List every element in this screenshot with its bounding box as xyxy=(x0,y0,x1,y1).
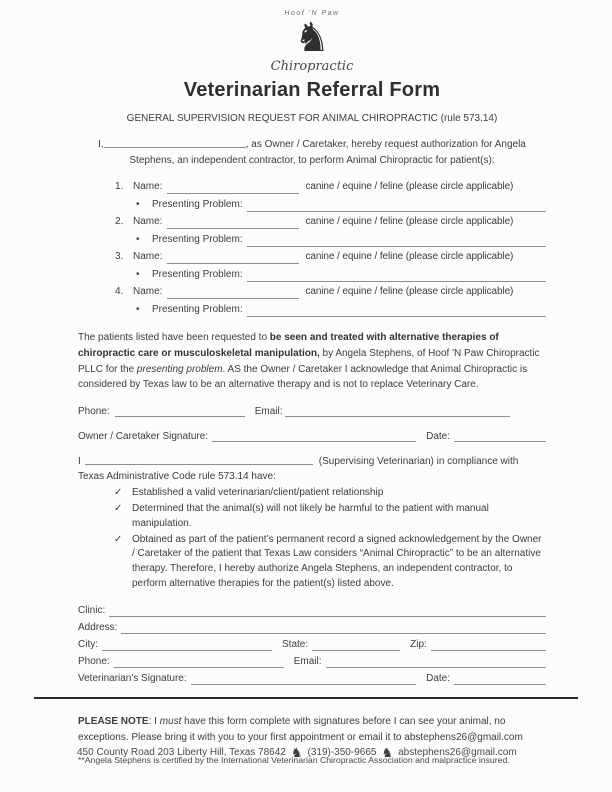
owner-phone-row xyxy=(78,404,510,417)
name-label: Name: xyxy=(133,181,163,192)
problem-label: Presenting Problem: xyxy=(152,234,243,245)
horse-head-icon: ♞ xyxy=(290,744,303,760)
intro-post: , as Owner / Caretaker, hereby request authorization for Angela xyxy=(245,139,526,150)
name-blank xyxy=(167,251,299,264)
ack-text: . AS the Owner / Caretaker I acknowledge that Animal Chiropractic is considered by Texas law to be an alternative therapy and is not to replace Veterinary Care. xyxy=(78,363,528,391)
problem-blank xyxy=(247,304,546,317)
ack-text: by Angela Stephens, of Hoof 'N Paw Chiropractic PLLC for the xyxy=(78,347,540,375)
patient-1-name-row xyxy=(115,180,546,194)
checklist-item-text: Established a valid veterinarian/client/patient relationship xyxy=(132,487,384,499)
intro-statement xyxy=(78,137,546,169)
horse-head-icon: ♞ xyxy=(381,744,394,760)
horse-head-icon: ♞ xyxy=(294,16,330,60)
city-label: City: xyxy=(78,638,98,650)
clinic-label: Clinic: xyxy=(78,604,106,616)
patient-4-problem-row xyxy=(134,303,546,317)
clinic-fields xyxy=(78,604,546,685)
zip-label: Zip: xyxy=(410,638,427,650)
problem-label: Presenting Problem: xyxy=(152,269,243,280)
patient-2-problem-row xyxy=(134,233,546,247)
species-options: canine / equine / feline (please circle applicable) xyxy=(305,181,514,192)
patient-3-problem-row xyxy=(134,268,546,282)
patient-2-name-row xyxy=(115,215,546,229)
acknowledgement-paragraph xyxy=(78,330,546,393)
address-row xyxy=(78,621,546,634)
vet-phone-email-row xyxy=(78,655,546,668)
name-label: Name: xyxy=(133,216,163,227)
footer-address: 450 County Road 203 Liberty Hill, Texas 78642 xyxy=(77,747,286,758)
vet-signature-label: Veterinarian's Signature: xyxy=(78,672,187,684)
patient-number: 3. xyxy=(115,251,124,262)
patient-4-name-row xyxy=(115,285,546,299)
zip-blank xyxy=(431,638,546,651)
please-note-paragraph xyxy=(78,714,546,746)
bullet-icon: • xyxy=(136,304,140,315)
owner-email-blank xyxy=(285,404,511,417)
checklist-item xyxy=(114,486,546,501)
note-text: : I xyxy=(148,715,160,727)
phone-label: Phone: xyxy=(78,406,110,418)
city-blank xyxy=(102,638,272,651)
clinic-row xyxy=(78,604,546,617)
problem-label: Presenting Problem: xyxy=(152,304,243,315)
form-subtitle: GENERAL SUPERVISION REQUEST FOR ANIMAL CHIROPRACTIC (rule 573.14) xyxy=(126,113,498,124)
patient-number: 4. xyxy=(115,286,124,297)
section-divider xyxy=(34,697,578,699)
checkmark-icon: ✓ xyxy=(114,487,123,499)
patient-3-name-row xyxy=(115,250,546,264)
state-blank xyxy=(312,638,400,651)
state-label: State: xyxy=(282,638,309,650)
date-label: Date: xyxy=(426,431,450,443)
problem-blank xyxy=(247,234,546,247)
vet-signature-blank xyxy=(191,672,416,685)
brand-name-top: Hoof 'N Paw xyxy=(284,10,340,17)
owner-phone-blank xyxy=(115,404,245,417)
patient-number: 1. xyxy=(115,181,124,192)
statement-pre: I xyxy=(78,456,81,468)
problem-blank xyxy=(247,269,546,282)
page-title: Veterinarian Referral Form xyxy=(183,79,441,101)
checklist-item xyxy=(114,502,546,532)
name-blank xyxy=(167,216,299,229)
owner-signature-label: Owner / Caretaker Signature: xyxy=(78,431,209,443)
certification-note: **Angela Stephens is certified by the International Veterinarian Chiropractic Association and malpractice insured. xyxy=(78,755,510,766)
checkmark-icon: ✓ xyxy=(114,533,123,545)
patient-list xyxy=(115,180,546,317)
vet-email-blank xyxy=(326,655,547,668)
vet-name-blank xyxy=(85,454,313,465)
bullet-icon: • xyxy=(136,234,140,245)
species-options: canine / equine / feline (please circle applicable) xyxy=(305,286,514,297)
problem-blank xyxy=(247,199,546,212)
phone-label: Phone: xyxy=(78,655,110,667)
checkmark-icon: ✓ xyxy=(114,502,123,514)
checklist-item-text: Determined that the animal(s) will not likely be harmful to the patient with manual manipulation. xyxy=(132,502,489,529)
species-options: canine / equine / feline (please circle applicable) xyxy=(305,251,514,262)
patient-1-problem-row xyxy=(134,198,546,212)
vet-phone-blank xyxy=(114,655,284,668)
email-label: Email: xyxy=(254,406,283,418)
clinic-blank xyxy=(109,604,546,617)
name-blank xyxy=(167,286,299,299)
compliance-checklist xyxy=(114,486,546,592)
email-label: Email: xyxy=(293,655,322,667)
owner-signature-row xyxy=(78,429,546,442)
note-text: have this form complete with signatures before I can see your animal, no exceptions. Please bring it with you to your first appointment or email it to abstephens26@gmail.com xyxy=(78,715,523,743)
intro-line2: Stephens, an independent contractor, to perform Animal Chiropractic for patient(s): xyxy=(129,155,495,166)
vet-signature-row xyxy=(78,672,546,685)
statement-line2: Texas Administrative Code rule 573.14 have: xyxy=(78,471,276,483)
bullet-icon: • xyxy=(136,199,140,210)
statement-post: (Supervising Veterinarian) in compliance with xyxy=(318,456,519,468)
owner-signature-blank xyxy=(212,429,416,442)
address-label: Address: xyxy=(78,621,118,633)
city-state-zip-row xyxy=(78,638,546,651)
note-label: PLEASE NOTE xyxy=(78,715,149,727)
footer-contact xyxy=(77,744,576,760)
owner-date-blank xyxy=(454,429,546,442)
checklist-item-text: Obtained as part of the patient’s permanent record a signed acknowledgement by the Owner / Caretaker of the patient that Texas Law considers “Animal Chiropractic” to be an alternative therapy. Therefore, I hereby authorize Angela Stephens, an independent contractor, to perform alternative therapies for the patient(s) listed above. xyxy=(132,533,542,589)
patient-number: 2. xyxy=(115,216,124,227)
problem-label: Presenting Problem: xyxy=(152,199,243,210)
checklist-item xyxy=(114,533,546,592)
bullet-icon: • xyxy=(136,269,140,280)
logo-block xyxy=(78,10,546,124)
ack-text-italic: presenting problem xyxy=(136,363,223,375)
species-options: canine / equine / feline (please circle applicable) xyxy=(305,216,514,227)
name-label: Name: xyxy=(133,251,163,262)
owner-name-blank xyxy=(104,137,246,148)
date-label: Date: xyxy=(426,672,450,684)
name-label: Name: xyxy=(133,286,163,297)
footer-email: abstephens26@gmail.com xyxy=(398,747,517,758)
supervising-vet-statement xyxy=(78,454,546,484)
intro-pre: I, xyxy=(98,139,104,150)
address-blank xyxy=(121,621,546,634)
brand-name-bottom: Chiropractic xyxy=(270,59,354,74)
name-blank xyxy=(167,181,299,194)
vet-date-blank xyxy=(454,672,546,685)
ack-text: The patients listed have been requested to xyxy=(78,332,270,343)
ack-text-bold: be seen and treated with alternative therapies of chiropractic care or musculoskeletal manipulation, xyxy=(78,332,499,359)
note-text-italic: must xyxy=(159,715,182,727)
footer-phone: (319)-350-9665 xyxy=(307,747,377,758)
